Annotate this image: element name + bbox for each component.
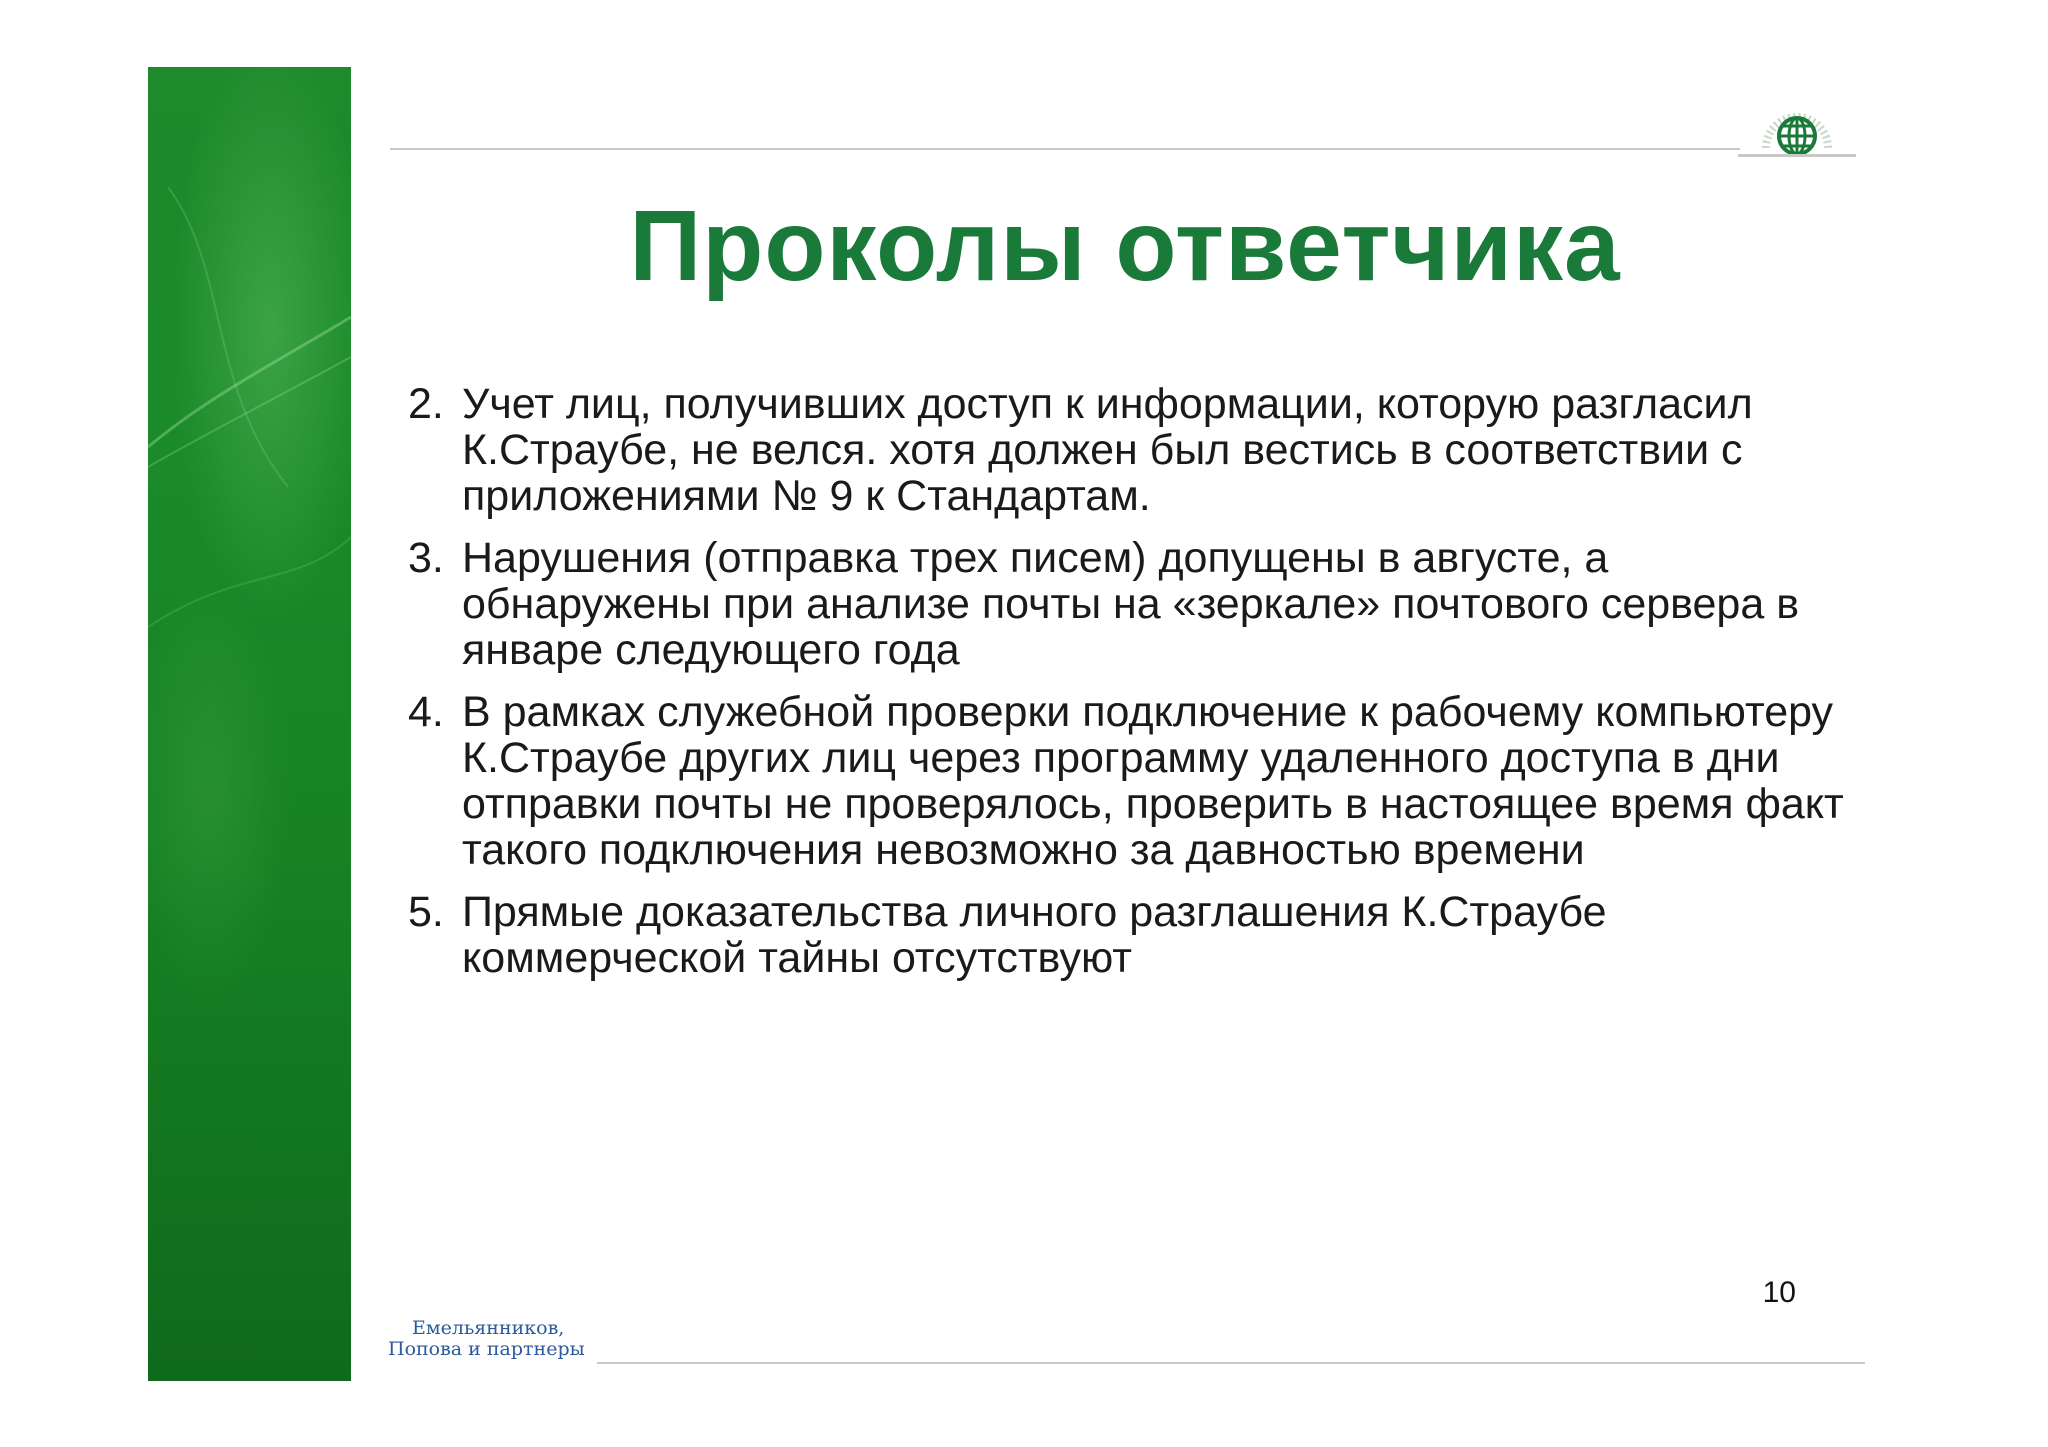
footer-logo-line2: Попова и партнеры xyxy=(388,1338,585,1360)
list-item-number: 4. xyxy=(408,688,444,736)
green-sidebar xyxy=(148,67,351,1381)
list-item xyxy=(408,381,1848,519)
list-item-number: 5. xyxy=(408,888,444,936)
bottom-divider xyxy=(597,1362,1865,1364)
list-item-number: 2. xyxy=(408,380,444,428)
list-item xyxy=(408,889,1848,981)
page-number: 10 xyxy=(1762,1276,1796,1309)
top-divider xyxy=(390,148,1740,150)
list-item xyxy=(408,535,1848,673)
list-item-text: В рамках служебной проверки подключение к рабочему компьютеру К.Страубе других лиц через программу удаленного доступа в дни отправки почты не проверялось, проверить в настоящее время факт такого подключения невозможно за давностью времени xyxy=(462,688,1844,874)
sidebar-swirl-decoration xyxy=(148,67,351,1381)
list-item-text: Прямые доказательства личного разглашения К.Страубе коммерческой тайны отсутствуют xyxy=(462,888,1607,982)
list-item-number: 3. xyxy=(408,534,444,582)
footer-logo-line1: Емельянников, xyxy=(412,1317,565,1339)
list-item-text: Нарушения (отправка трех писем) допущены в августе, а обнаружены при анализе почты на «зеркале» почтового сервера в январе следующего года xyxy=(462,534,1800,674)
list-item xyxy=(408,689,1848,873)
footer-company-logo xyxy=(388,1318,588,1360)
list-item-text: Учет лиц, получивших доступ к информации, которую разгласил К.Страубе, не велся. хотя должен был вестись в соответствии с приложениями № 9 к Стандартам. xyxy=(462,380,1753,520)
slide-title: Проколы ответчика xyxy=(629,190,1621,302)
numbered-list xyxy=(408,381,1848,997)
globe-logo xyxy=(1738,96,1856,158)
